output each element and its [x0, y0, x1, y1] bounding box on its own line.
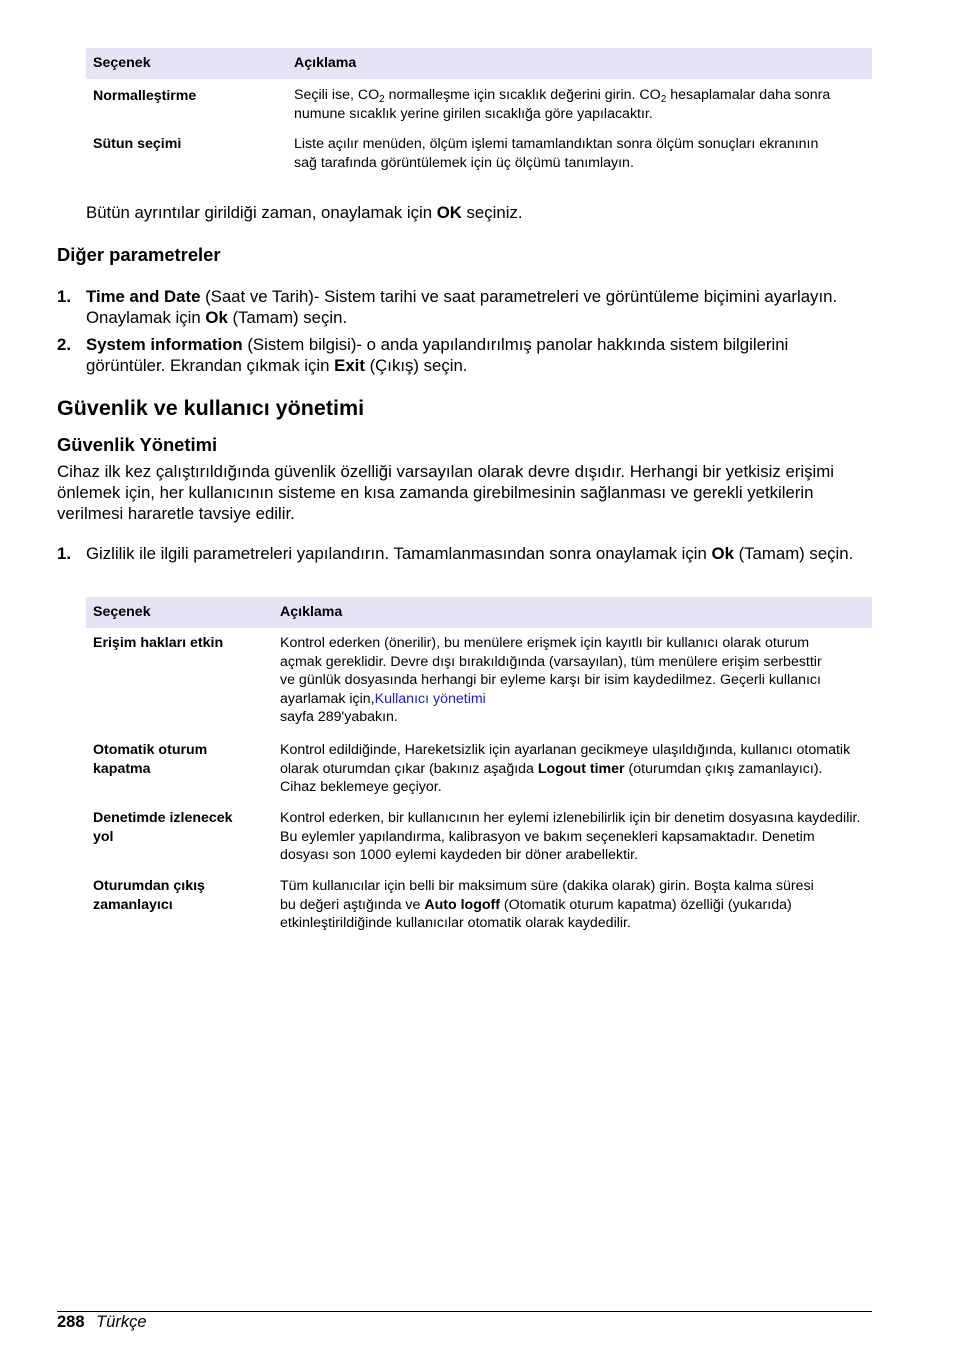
- subheading-security-management: Güvenlik Yönetimi: [57, 434, 218, 455]
- option-name: Normalleştirme: [93, 88, 197, 104]
- text: Gizlilik ile ilgili parametreleri yapılandırın. Tamamlanmasından sonra onaylamak için: [86, 544, 712, 563]
- table-header-row: [86, 597, 872, 628]
- list-item: [86, 543, 876, 564]
- page-footer: [57, 1313, 147, 1332]
- heading-security-user-management: Güvenlik ve kullanıcı yönetimi: [57, 396, 365, 420]
- text: (Saat ve Tarih)- Sistem tarihi ve saat parametreleri ve görüntüleme biçimini ayarlayın. Onaylamak için: [86, 287, 838, 327]
- text: Tüm kullanıcılar için belli bir maksimum süre (dakika olarak) girin. Boşta kalma süresi bu değeri aştığında ve: [280, 878, 814, 913]
- desc-text: Seçili ise, CO: [294, 87, 380, 103]
- ok-label: OK: [436, 203, 462, 222]
- option-description: [273, 738, 872, 806]
- text: Kontrol edildiğinde, Hareketsizlik için ayarlanan gecikmeye ulaşıldığında, kullanıcı otomatik olarak oturumdan çıkar (bakınız aşağıda: [280, 742, 851, 777]
- subscript: 2: [379, 94, 385, 105]
- options-table-2: [86, 597, 872, 933]
- option-description: Liste açılır menüden, ölçüm işlemi tamamlandıktan sonra ölçüm sonuçları ekranının sağ tarafında görüntülemek için üç ölçümü tanımlayın.: [294, 136, 819, 171]
- logout-timer-label: Logout timer: [537, 760, 625, 777]
- heading-other-parameters: Diğer parametreler: [57, 244, 221, 265]
- text: (oturumdan çıkış zamanlayıcı). Cihaz beklemeye geçiyor.: [280, 760, 823, 795]
- ok-label: Ok: [205, 308, 228, 327]
- footer-divider: [57, 1311, 872, 1312]
- table-row: [86, 628, 872, 738]
- table-row: [86, 129, 872, 172]
- option-name: Sütun seçimi: [93, 136, 182, 152]
- text: Kontrol ederken (önerilir), bu menülere erişmek için kayıtlı bir kullanıcı olarak oturum açmak gereklidir. Devre dışı bırakıldığında (varsayılan), tüm menülere erişim serbesttir ve günlük dosyasında herhangi bir eyleme karşı bir isim kaydedilmez. Geçerli kullanıcı ayarlamak için,: [280, 635, 822, 707]
- option-name: Oturumdan çıkış zamanlayıcı: [93, 878, 205, 913]
- text: (Çıkış) seçin.: [364, 356, 468, 375]
- column-header-description: Açıklama: [287, 48, 872, 79]
- confirm-instruction: [86, 202, 523, 223]
- text: (Tamam) seçin.: [227, 308, 348, 327]
- text: (Otomatik oturum kapatma) özelliği (yukarıda) etkinleştirildiğinde kullanıcılar otomatik olarak kaydedilir.: [280, 896, 792, 931]
- table-header-row: [86, 48, 872, 79]
- table-row: [86, 79, 872, 129]
- table-row: [86, 874, 872, 933]
- list-number: 1.: [57, 544, 71, 563]
- exit-label: Exit: [334, 356, 365, 375]
- list-number: 2.: [57, 335, 71, 354]
- option-description: [273, 874, 872, 933]
- subscript: 2: [660, 94, 667, 105]
- list-item: [86, 334, 866, 376]
- list-number: 1.: [57, 287, 71, 306]
- security-intro: Cihaz ilk kez çalıştırıldığında güvenlik özelliği varsayılan olarak devre dışıdır. Herhangi bir yetkisiz erişimi önlemek için, her kullanıcının sisteme en kısa zamanda girebilmesinin sağlanması ve gerekli yetkilerin verilmesi hararetle tavsiye edilir.: [57, 462, 834, 523]
- table-row: [86, 806, 872, 874]
- option-name: Erişim hakları etkin: [93, 635, 224, 651]
- ok-label: Ok: [711, 544, 734, 563]
- text: Bütün ayrıntılar girildiği zaman, onaylamak için: [86, 203, 437, 222]
- text: sayfa 289'yabakın.: [280, 709, 398, 725]
- term: System information: [86, 335, 243, 354]
- text: (Sistem bilgisi)- o anda yapılandırılmış panolar hakkında sistem bilgilerini görüntüler. Ekrandan çıkmak için: [86, 335, 789, 375]
- footer-language: Türkçe: [96, 1313, 147, 1331]
- auto-logoff-label: Auto logoff: [424, 896, 500, 913]
- desc-text: normalleşme için sıcaklık değerini girin. CO: [384, 87, 661, 103]
- text: (Tamam) seçin.: [733, 544, 854, 563]
- user-management-link[interactable]: Kullanıcı yönetimi: [374, 690, 486, 707]
- list-item: [86, 286, 866, 328]
- column-header-description: Açıklama: [273, 597, 872, 628]
- text: seçiniz.: [461, 203, 523, 222]
- options-table-1: [86, 48, 872, 172]
- column-header-option: Seçenek: [86, 48, 287, 79]
- page-number: 288: [57, 1313, 85, 1331]
- column-header-option: Seçenek: [86, 597, 273, 628]
- desc-text: hesaplamalar daha sonra numune sıcaklık yerine girilen sıcaklığa göre yapılacaktır.: [294, 87, 831, 122]
- option-description: Kontrol ederken, bir kullanıcının her eylemi izlenebilirlik için bir denetim dosyasına kaydedilir. Bu eylemler yapılandırma, kalibrasyon ve bakım seçenekleri kapsamaktadır. Denetim dosyası son 1000 eylemi kaydeden bir döner arabellektir.: [280, 810, 861, 863]
- option-name: Otomatik oturum kapatma: [93, 742, 208, 777]
- term: Time and Date: [86, 287, 201, 306]
- table-row: [86, 738, 872, 806]
- option-description: [273, 628, 872, 738]
- option-description: [287, 79, 872, 129]
- option-name: Denetimde izlenecek yol: [93, 810, 233, 845]
